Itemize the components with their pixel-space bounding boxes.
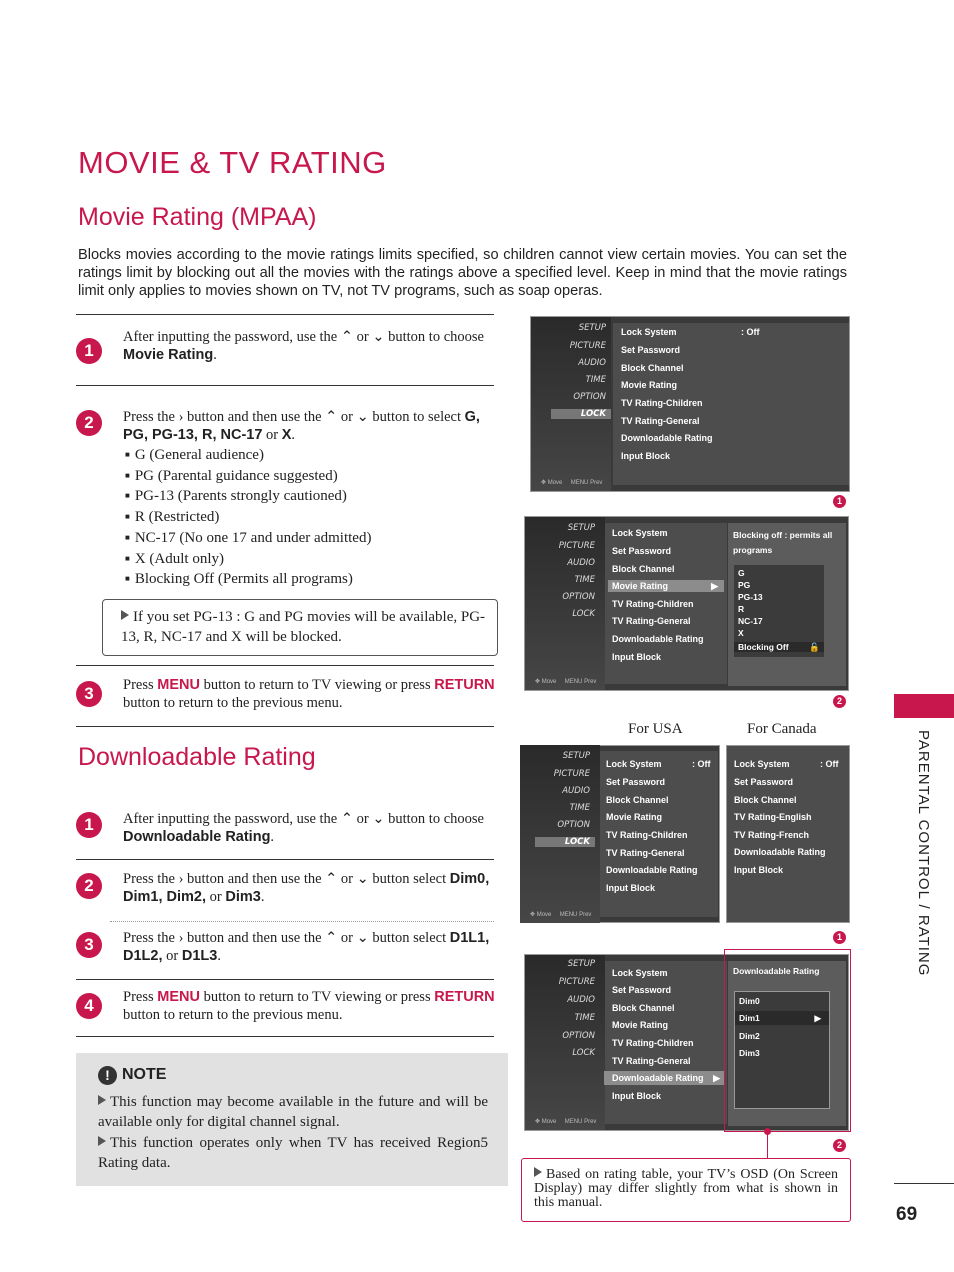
osd-screen-movie-rating xyxy=(524,516,849,691)
callout-line xyxy=(767,1131,768,1158)
divider xyxy=(894,1183,954,1184)
osd-tab-setup: SETUP xyxy=(567,959,595,969)
osd-screen-usa-canada xyxy=(520,745,850,923)
divider xyxy=(76,665,494,666)
osd-footer: ✥ Move MENU Prev xyxy=(530,912,592,918)
osd-menu-item: TV Rating-General xyxy=(606,848,685,858)
osd-menu-item: Lock System xyxy=(612,968,668,978)
step-number: 2 xyxy=(76,410,102,436)
osd-tab-time: TIME xyxy=(569,803,590,813)
step-number: 3 xyxy=(76,932,102,958)
callout-badge: 1 xyxy=(833,495,846,508)
osd-tab-time: TIME xyxy=(574,575,595,585)
osd-menu-item: TV Rating-General xyxy=(612,616,691,626)
osd-menu-item: Movie Rating xyxy=(621,380,678,390)
osd-tab-lock: LOCK xyxy=(551,409,611,419)
osd-menu-item-selected: Movie Rating ▶ xyxy=(608,580,724,592)
movie-step2-text: Press the › button and then use the ⌃ or ⌄ button to select G, PG, PG-13, R, NC-17 or X. xyxy=(123,409,480,443)
osd-footer: ✥ Move MENU Prev xyxy=(535,679,597,685)
osd-tab-audio: AUDIO xyxy=(567,558,595,568)
note-title: NOTE xyxy=(122,1066,167,1083)
osd-tab-option: OPTION xyxy=(562,592,595,602)
osd-footer: ✥ Move MENU Prev xyxy=(535,1119,597,1125)
osd-menu-item: Set Password xyxy=(612,985,672,995)
osd-menu-item: Downloadable Rating xyxy=(612,634,704,644)
osd-tab-setup: SETUP xyxy=(562,751,590,761)
osd-tab-lock: LOCK xyxy=(572,1048,595,1058)
osd-menu-item: TV Rating-French xyxy=(734,830,810,840)
osd-option: R xyxy=(738,604,745,614)
callout-badge: 1 xyxy=(833,931,846,944)
list-item: ■ R (Restricted) xyxy=(125,507,371,528)
movie-rating-intro: Blocks movies according to the movie ratings limits specified, so children cannot view certain movies. You can set the ratings limit by blocking out all the movies with the ratings above a specified level. Keep in mind that the movie ratings limit only applies to movies shown on TV, not TV programs, such as soap operas. xyxy=(78,247,847,299)
list-item: ■ PG (Parental guidance suggested) xyxy=(125,466,371,487)
osd-submenu-header: Blocking off : permits all programs xyxy=(733,530,833,555)
osd-screen-lock-menu xyxy=(530,316,850,492)
osd-tab-audio: AUDIO xyxy=(567,995,595,1005)
osd-tab-time: TIME xyxy=(585,375,606,385)
step-number: 1 xyxy=(76,812,102,838)
osd-option-selected: Blocking Off 🔓 xyxy=(734,642,824,652)
movie-step3-text: Press MENU button to return to TV viewing or press RETURN button to return to the previous menu. xyxy=(123,677,495,711)
lock-icon: 🔓 xyxy=(809,642,820,652)
osd-tab-picture: PICTURE xyxy=(553,769,590,779)
osd-option-selected: Dim1 ▶ xyxy=(735,1011,829,1025)
osd-menu-item: TV Rating-General xyxy=(612,1056,691,1066)
exclamation-icon: ! xyxy=(98,1066,117,1085)
note-box xyxy=(76,1053,508,1186)
divider xyxy=(76,726,494,727)
downloadable-rating-heading: Downloadable Rating xyxy=(78,743,316,771)
osd-menu-item: Block Channel xyxy=(606,795,669,805)
osd-option: PG xyxy=(738,580,751,590)
osd-lock-value: : Off xyxy=(741,327,760,337)
section-tab xyxy=(894,694,954,718)
osd-disclaimer: Based on rating table, your TV’s OSD (On Screen Display) may differ slightly from what is shown in this manual. xyxy=(521,1158,851,1222)
caption-usa: For USA xyxy=(628,721,683,737)
dl-step4-text: Press MENU button to return to TV viewing or press RETURN button to return to the previous menu. xyxy=(123,989,495,1023)
osd-lock-value: : Off xyxy=(692,759,711,769)
osd-tab-lock: LOCK xyxy=(572,609,595,619)
osd-menu-item: Block Channel xyxy=(612,1003,675,1013)
osd-menu-item-selected: Downloadable Rating ▶ xyxy=(604,1071,724,1085)
callout-dot xyxy=(764,1128,771,1135)
osd-submenu-list xyxy=(734,565,824,657)
divider xyxy=(76,314,494,315)
osd-menu-item: Block Channel xyxy=(734,795,797,805)
osd-tab-time: TIME xyxy=(574,1013,595,1023)
callout-badge: 2 xyxy=(833,1139,846,1152)
osd-menu-item: TV Rating-Children xyxy=(606,830,688,840)
osd-tab-picture: PICTURE xyxy=(558,541,595,551)
list-item: ■ G (General audience) xyxy=(125,445,371,466)
osd-tab-option: OPTION xyxy=(557,820,590,830)
movie-rating-list xyxy=(125,445,371,590)
osd-menu-item: Lock System xyxy=(621,327,677,337)
osd-submenu xyxy=(728,523,846,686)
osd-menu-item: Movie Rating xyxy=(606,812,663,822)
list-item: ■ PG-13 (Parents strongly cautioned) xyxy=(125,486,371,507)
arrow-icon xyxy=(98,1095,106,1105)
list-item: ■ X (Adult only) xyxy=(125,549,371,570)
osd-menu-item: Input Block xyxy=(621,451,670,461)
osd-menu-item: Downloadable Rating xyxy=(606,865,698,875)
osd-footer: ✥ Move MENU Prev xyxy=(541,480,603,486)
movie-step1-text: After inputting the password, use the ⌃ or ⌄ button to choose Movie Rating. xyxy=(123,329,484,363)
osd-tab-lock: LOCK xyxy=(535,837,595,847)
osd-menu-item: Movie Rating xyxy=(612,1020,669,1030)
osd-menu-item: Block Channel xyxy=(621,363,684,373)
osd-menu-item: Set Password xyxy=(606,777,666,787)
note-item: This function operates only when TV has received Region5 Rating data. xyxy=(98,1134,488,1171)
osd-menu-item: TV Rating-Children xyxy=(621,398,703,408)
osd-tab-audio: AUDIO xyxy=(562,786,590,796)
dl-step1-text: After inputting the password, use the ⌃ or ⌄ button to choose Downloadable Rating. xyxy=(123,811,484,845)
osd-tab-setup: SETUP xyxy=(567,523,595,533)
osd-tab-option: OPTION xyxy=(573,392,606,402)
page-title: MOVIE & TV RATING xyxy=(78,145,387,180)
arrow-icon xyxy=(534,1167,542,1177)
arrow-icon xyxy=(98,1136,106,1146)
osd-option: PG-13 xyxy=(738,592,763,602)
osd-menu-item: TV Rating-English xyxy=(734,812,812,822)
list-item: ■ Blocking Off (Permits all programs) xyxy=(125,569,371,590)
dotted-divider xyxy=(110,921,494,922)
note-item: This function may become available in the future and will be available only for digital channel signal. xyxy=(98,1093,488,1130)
dl-step2-text: Press the › button and then use the ⌃ or ⌄ button select Dim0, Dim1, Dim2, or Dim3. xyxy=(123,871,490,905)
osd-tab-setup: SETUP xyxy=(578,323,606,333)
osd-menu-item: TV Rating-Children xyxy=(612,599,694,609)
divider xyxy=(76,385,494,386)
step-number: 4 xyxy=(76,993,102,1019)
divider xyxy=(76,979,494,980)
osd-menu-item: Set Password xyxy=(734,777,794,787)
arrow-icon xyxy=(121,610,129,620)
osd-menu-item: Lock System xyxy=(606,759,662,769)
osd-menu-item: TV Rating-General xyxy=(621,416,700,426)
osd-tab-option: OPTION xyxy=(562,1031,595,1041)
osd-option: Dim2 xyxy=(739,1031,760,1041)
osd-menu-item: Downloadable Rating xyxy=(734,847,826,857)
osd-menu-item: Input Block xyxy=(734,865,783,875)
osd-lock-value: : Off xyxy=(820,759,839,769)
movie-rating-heading: Movie Rating (MPAA) xyxy=(78,203,317,231)
osd-option: Dim3 xyxy=(739,1048,760,1058)
osd-menu-item: Lock System xyxy=(734,759,790,769)
step-number: 1 xyxy=(76,338,102,364)
divider xyxy=(76,859,494,860)
osd-option: G xyxy=(738,568,745,578)
osd-menu-item: Input Block xyxy=(612,652,661,662)
osd-option: Dim0 xyxy=(739,996,760,1006)
step-number: 2 xyxy=(76,873,102,899)
tip-box: If you set PG-13 : G and PG movies will be available, PG-13, R, NC-17 and X will be blocked. xyxy=(102,599,498,656)
step-number: 3 xyxy=(76,681,102,707)
osd-menu-item: Lock System xyxy=(612,528,668,538)
osd-menu-item: Input Block xyxy=(612,1091,661,1101)
osd-submenu-header: Downloadable Rating xyxy=(733,966,820,976)
caption-canada: For Canada xyxy=(747,721,817,737)
osd-menu-item: Set Password xyxy=(612,546,672,556)
page-number: 69 xyxy=(896,1204,918,1225)
osd-menu-item: Input Block xyxy=(606,883,655,893)
osd-menu-item: Downloadable Rating xyxy=(621,433,713,443)
dl-step3-text: Press the › button and then use the ⌃ or ⌄ button select D1L1, D1L2, or D1L3. xyxy=(123,930,490,964)
divider xyxy=(76,1036,494,1037)
osd-menu-item: Block Channel xyxy=(612,564,675,574)
list-item: ■ NC-17 (No one 17 and under admitted) xyxy=(125,528,371,549)
osd-tab-audio: AUDIO xyxy=(578,358,606,368)
callout-badge: 2 xyxy=(833,695,846,708)
osd-menu-item: TV Rating-Children xyxy=(612,1038,694,1048)
osd-menu-item: Set Password xyxy=(621,345,681,355)
highlight-frame xyxy=(724,949,851,1132)
section-label: PARENTAL CONTROL / RATING xyxy=(915,730,932,977)
osd-option: X xyxy=(738,628,744,638)
osd-tab-picture: PICTURE xyxy=(569,341,606,351)
osd-tab-picture: PICTURE xyxy=(558,977,595,987)
osd-option: NC-17 xyxy=(738,616,763,626)
